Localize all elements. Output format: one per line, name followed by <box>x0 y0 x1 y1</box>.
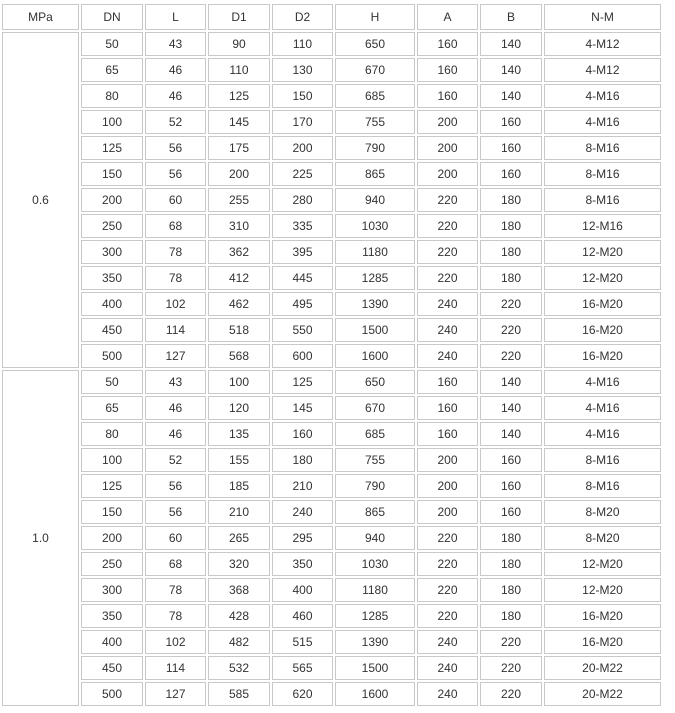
cell-d2: 210 <box>272 474 333 498</box>
column-header-dn: DN <box>81 4 143 30</box>
cell-d1: 210 <box>208 500 270 524</box>
column-header-mpa: MPa <box>2 4 79 30</box>
cell-n-m: 20-M22 <box>544 656 661 680</box>
cell-n-m: 16-M20 <box>544 318 661 342</box>
cell-d2: 400 <box>272 578 333 602</box>
cell-l: 60 <box>145 526 206 550</box>
cell-d1: 462 <box>208 292 270 316</box>
table-row <box>2 500 661 524</box>
cell-h: 790 <box>335 136 415 160</box>
cell-h: 1390 <box>335 630 415 654</box>
cell-dn: 500 <box>81 344 143 368</box>
cell-d2: 240 <box>272 500 333 524</box>
cell-b: 160 <box>480 162 542 186</box>
cell-n-m: 8-M20 <box>544 500 661 524</box>
cell-d1: 310 <box>208 214 270 238</box>
cell-a: 220 <box>417 526 478 550</box>
table-body <box>2 4 661 706</box>
cell-d1: 585 <box>208 682 270 706</box>
cell-l: 56 <box>145 136 206 160</box>
cell-d1: 368 <box>208 578 270 602</box>
table-row <box>2 292 661 316</box>
cell-n-m: 4-M16 <box>544 370 661 394</box>
column-header-b: B <box>480 4 542 30</box>
cell-l: 102 <box>145 630 206 654</box>
cell-n-m: 8-M20 <box>544 526 661 550</box>
cell-b: 180 <box>480 214 542 238</box>
table-row <box>2 266 661 290</box>
cell-h: 1180 <box>335 240 415 264</box>
cell-l: 78 <box>145 604 206 628</box>
cell-a: 160 <box>417 32 478 56</box>
cell-d2: 150 <box>272 84 333 108</box>
table-row <box>2 552 661 576</box>
cell-l: 46 <box>145 58 206 82</box>
table-row <box>2 578 661 602</box>
table-row <box>2 240 661 264</box>
cell-a: 200 <box>417 448 478 472</box>
cell-dn: 200 <box>81 188 143 212</box>
cell-d1: 518 <box>208 318 270 342</box>
cell-n-m: 20-M22 <box>544 682 661 706</box>
cell-b: 220 <box>480 630 542 654</box>
cell-n-m: 4-M12 <box>544 32 661 56</box>
cell-n-m: 16-M20 <box>544 344 661 368</box>
cell-dn: 200 <box>81 526 143 550</box>
cell-l: 114 <box>145 656 206 680</box>
cell-a: 220 <box>417 578 478 602</box>
table-row <box>2 630 661 654</box>
cell-d2: 335 <box>272 214 333 238</box>
table-row <box>2 448 661 472</box>
table-row <box>2 344 661 368</box>
cell-h: 685 <box>335 422 415 446</box>
cell-d2: 200 <box>272 136 333 160</box>
cell-n-m: 4-M16 <box>544 84 661 108</box>
cell-b: 160 <box>480 474 542 498</box>
cell-n-m: 4-M16 <box>544 422 661 446</box>
cell-h: 1500 <box>335 656 415 680</box>
cell-dn: 65 <box>81 58 143 82</box>
cell-l: 43 <box>145 32 206 56</box>
cell-d1: 482 <box>208 630 270 654</box>
cell-d1: 125 <box>208 84 270 108</box>
cell-n-m: 16-M20 <box>544 292 661 316</box>
cell-dn: 100 <box>81 448 143 472</box>
cell-d1: 155 <box>208 448 270 472</box>
cell-dn: 400 <box>81 292 143 316</box>
cell-d1: 320 <box>208 552 270 576</box>
cell-b: 140 <box>480 84 542 108</box>
cell-l: 46 <box>145 422 206 446</box>
table-row <box>2 58 661 82</box>
cell-b: 180 <box>480 526 542 550</box>
cell-d1: 110 <box>208 58 270 82</box>
cell-l: 56 <box>145 500 206 524</box>
cell-l: 52 <box>145 110 206 134</box>
cell-d1: 362 <box>208 240 270 264</box>
cell-d1: 265 <box>208 526 270 550</box>
cell-a: 220 <box>417 188 478 212</box>
cell-a: 160 <box>417 370 478 394</box>
cell-dn: 450 <box>81 656 143 680</box>
cell-d1: 90 <box>208 32 270 56</box>
cell-d1: 255 <box>208 188 270 212</box>
cell-d1: 412 <box>208 266 270 290</box>
cell-d2: 565 <box>272 656 333 680</box>
cell-h: 790 <box>335 474 415 498</box>
cell-b: 180 <box>480 188 542 212</box>
column-header-d1: D1 <box>208 4 270 30</box>
cell-b: 220 <box>480 656 542 680</box>
cell-l: 56 <box>145 162 206 186</box>
cell-d1: 428 <box>208 604 270 628</box>
cell-b: 140 <box>480 396 542 420</box>
cell-a: 240 <box>417 682 478 706</box>
cell-h: 1030 <box>335 214 415 238</box>
cell-d2: 110 <box>272 32 333 56</box>
cell-dn: 500 <box>81 682 143 706</box>
cell-n-m: 8-M16 <box>544 448 661 472</box>
cell-a: 200 <box>417 136 478 160</box>
cell-n-m: 16-M20 <box>544 604 661 628</box>
table-row <box>2 32 661 56</box>
cell-d1: 175 <box>208 136 270 160</box>
cell-d2: 125 <box>272 370 333 394</box>
table-row <box>2 110 661 134</box>
cell-d1: 120 <box>208 396 270 420</box>
cell-h: 670 <box>335 58 415 82</box>
cell-dn: 350 <box>81 604 143 628</box>
cell-b: 180 <box>480 240 542 264</box>
cell-a: 200 <box>417 162 478 186</box>
cell-dn: 450 <box>81 318 143 342</box>
cell-l: 78 <box>145 266 206 290</box>
cell-a: 220 <box>417 604 478 628</box>
cell-d2: 515 <box>272 630 333 654</box>
table-row <box>2 318 661 342</box>
cell-d2: 160 <box>272 422 333 446</box>
cell-n-m: 4-M16 <box>544 110 661 134</box>
cell-b: 180 <box>480 604 542 628</box>
table-row <box>2 370 661 394</box>
cell-l: 60 <box>145 188 206 212</box>
cell-a: 240 <box>417 344 478 368</box>
table-row <box>2 214 661 238</box>
cell-n-m: 12-M20 <box>544 552 661 576</box>
cell-l: 56 <box>145 474 206 498</box>
cell-d2: 395 <box>272 240 333 264</box>
cell-dn: 150 <box>81 500 143 524</box>
cell-dn: 250 <box>81 214 143 238</box>
cell-h: 1030 <box>335 552 415 576</box>
cell-n-m: 12-M20 <box>544 240 661 264</box>
table-row <box>2 136 661 160</box>
cell-d1: 185 <box>208 474 270 498</box>
cell-l: 52 <box>145 448 206 472</box>
pressure-cell: 1.0 <box>2 370 79 706</box>
cell-l: 46 <box>145 396 206 420</box>
cell-b: 220 <box>480 318 542 342</box>
cell-b: 140 <box>480 370 542 394</box>
cell-n-m: 4-M12 <box>544 58 661 82</box>
cell-d1: 145 <box>208 110 270 134</box>
cell-l: 68 <box>145 552 206 576</box>
cell-dn: 300 <box>81 578 143 602</box>
cell-n-m: 12-M20 <box>544 578 661 602</box>
cell-n-m: 8-M16 <box>544 474 661 498</box>
cell-a: 200 <box>417 500 478 524</box>
cell-h: 650 <box>335 32 415 56</box>
table-row <box>2 682 661 706</box>
cell-a: 200 <box>417 474 478 498</box>
cell-d2: 495 <box>272 292 333 316</box>
cell-b: 160 <box>480 136 542 160</box>
cell-d1: 568 <box>208 344 270 368</box>
cell-n-m: 12-M16 <box>544 214 661 238</box>
cell-d1: 135 <box>208 422 270 446</box>
table-row <box>2 526 661 550</box>
cell-b: 180 <box>480 578 542 602</box>
cell-dn: 65 <box>81 396 143 420</box>
cell-l: 127 <box>145 344 206 368</box>
cell-h: 1285 <box>335 266 415 290</box>
cell-d2: 350 <box>272 552 333 576</box>
cell-h: 1390 <box>335 292 415 316</box>
cell-a: 160 <box>417 84 478 108</box>
column-header-l: L <box>145 4 206 30</box>
cell-h: 940 <box>335 188 415 212</box>
table-row <box>2 604 661 628</box>
cell-d2: 145 <box>272 396 333 420</box>
cell-h: 865 <box>335 500 415 524</box>
cell-h: 940 <box>335 526 415 550</box>
cell-d2: 180 <box>272 448 333 472</box>
cell-b: 160 <box>480 500 542 524</box>
cell-h: 1500 <box>335 318 415 342</box>
cell-a: 160 <box>417 396 478 420</box>
cell-d2: 130 <box>272 58 333 82</box>
column-header-d2: D2 <box>272 4 333 30</box>
cell-n-m: 8-M16 <box>544 136 661 160</box>
cell-b: 140 <box>480 422 542 446</box>
cell-h: 1600 <box>335 344 415 368</box>
cell-d2: 620 <box>272 682 333 706</box>
valve-dimension-table <box>0 2 663 708</box>
cell-l: 78 <box>145 240 206 264</box>
cell-d2: 445 <box>272 266 333 290</box>
cell-a: 240 <box>417 656 478 680</box>
cell-dn: 400 <box>81 630 143 654</box>
table-row <box>2 396 661 420</box>
cell-b: 140 <box>480 58 542 82</box>
cell-h: 650 <box>335 370 415 394</box>
table-row <box>2 84 661 108</box>
cell-h: 1600 <box>335 682 415 706</box>
cell-d2: 295 <box>272 526 333 550</box>
cell-b: 140 <box>480 32 542 56</box>
cell-dn: 125 <box>81 136 143 160</box>
cell-a: 160 <box>417 58 478 82</box>
cell-n-m: 4-M16 <box>544 396 661 420</box>
table-row <box>2 656 661 680</box>
cell-dn: 150 <box>81 162 143 186</box>
cell-b: 180 <box>480 266 542 290</box>
cell-l: 102 <box>145 292 206 316</box>
cell-d1: 200 <box>208 162 270 186</box>
cell-h: 1180 <box>335 578 415 602</box>
pressure-cell: 0.6 <box>2 32 79 368</box>
cell-a: 220 <box>417 214 478 238</box>
cell-dn: 100 <box>81 110 143 134</box>
cell-dn: 250 <box>81 552 143 576</box>
cell-d2: 280 <box>272 188 333 212</box>
cell-dn: 80 <box>81 422 143 446</box>
cell-a: 220 <box>417 552 478 576</box>
cell-dn: 80 <box>81 84 143 108</box>
table-row <box>2 474 661 498</box>
cell-n-m: 8-M16 <box>544 188 661 212</box>
cell-l: 46 <box>145 84 206 108</box>
cell-b: 160 <box>480 448 542 472</box>
column-header-n-m: N-M <box>544 4 661 30</box>
cell-d2: 550 <box>272 318 333 342</box>
cell-b: 180 <box>480 552 542 576</box>
cell-b: 220 <box>480 344 542 368</box>
cell-h: 755 <box>335 448 415 472</box>
table-row <box>2 422 661 446</box>
cell-a: 240 <box>417 630 478 654</box>
cell-d2: 170 <box>272 110 333 134</box>
cell-b: 160 <box>480 110 542 134</box>
cell-b: 220 <box>480 682 542 706</box>
cell-a: 220 <box>417 240 478 264</box>
cell-h: 755 <box>335 110 415 134</box>
cell-h: 685 <box>335 84 415 108</box>
cell-a: 200 <box>417 110 478 134</box>
cell-l: 43 <box>145 370 206 394</box>
table-row <box>2 162 661 186</box>
cell-l: 68 <box>145 214 206 238</box>
cell-h: 865 <box>335 162 415 186</box>
cell-d2: 225 <box>272 162 333 186</box>
cell-d1: 532 <box>208 656 270 680</box>
cell-l: 78 <box>145 578 206 602</box>
cell-dn: 125 <box>81 474 143 498</box>
cell-h: 670 <box>335 396 415 420</box>
cell-n-m: 16-M20 <box>544 630 661 654</box>
cell-l: 114 <box>145 318 206 342</box>
table-row <box>2 188 661 212</box>
cell-dn: 300 <box>81 240 143 264</box>
column-header-h: H <box>335 4 415 30</box>
cell-a: 220 <box>417 266 478 290</box>
cell-l: 127 <box>145 682 206 706</box>
cell-a: 160 <box>417 422 478 446</box>
column-header-a: A <box>417 4 478 30</box>
header-row <box>2 4 661 30</box>
cell-n-m: 12-M20 <box>544 266 661 290</box>
cell-a: 240 <box>417 318 478 342</box>
cell-d1: 100 <box>208 370 270 394</box>
cell-d2: 460 <box>272 604 333 628</box>
cell-b: 220 <box>480 292 542 316</box>
cell-n-m: 8-M16 <box>544 162 661 186</box>
cell-d2: 600 <box>272 344 333 368</box>
cell-h: 1285 <box>335 604 415 628</box>
cell-dn: 50 <box>81 32 143 56</box>
cell-a: 240 <box>417 292 478 316</box>
cell-dn: 50 <box>81 370 143 394</box>
cell-dn: 350 <box>81 266 143 290</box>
